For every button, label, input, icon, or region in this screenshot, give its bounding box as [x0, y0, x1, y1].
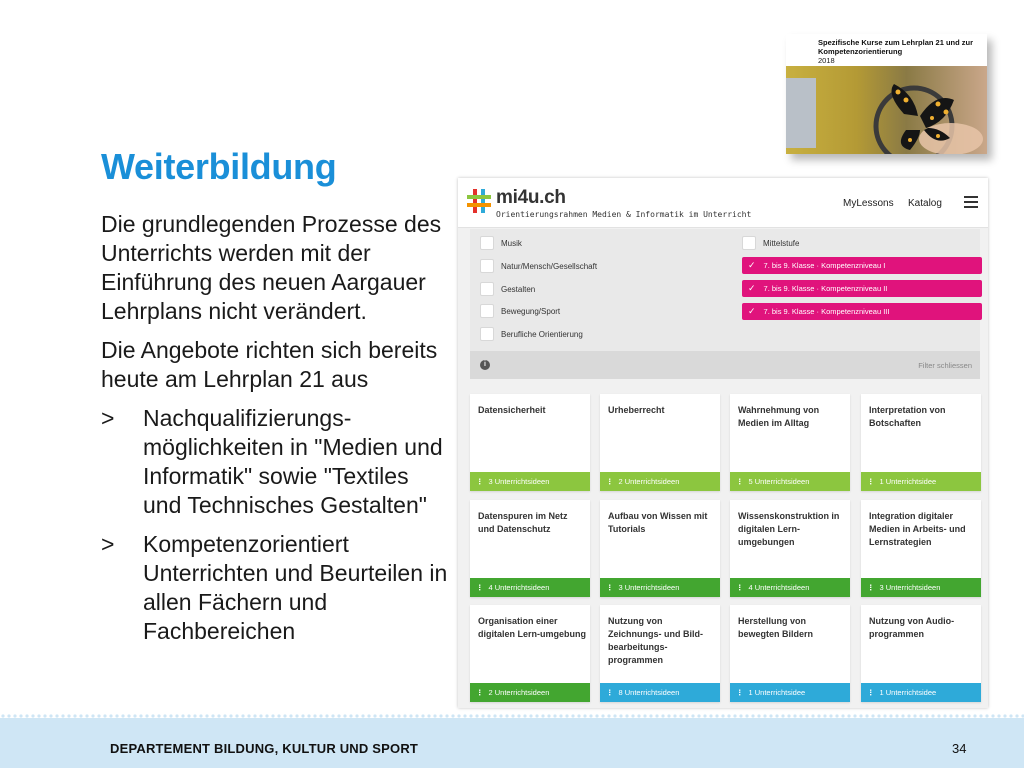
- checkbox-icon[interactable]: [480, 327, 494, 341]
- topic-card-footer[interactable]: [470, 472, 590, 491]
- topic-card-title: Nutzung von Zeichnungs- und Bild-bearbeitungs-programmen: [608, 616, 703, 665]
- topic-card[interactable]: [861, 605, 981, 702]
- topic-card-title: Integration digitaler Medien in Arbeits- und Lernstrategien: [869, 511, 966, 547]
- topic-card-footer[interactable]: [861, 578, 981, 597]
- more-vertical-icon: ⋮: [867, 583, 875, 592]
- topic-card-footer[interactable]: [600, 578, 720, 597]
- topic-card[interactable]: [861, 500, 981, 597]
- topic-card[interactable]: [470, 500, 590, 597]
- topic-card-count: 2 Unterrichtsideen: [618, 477, 680, 486]
- checkbox-icon[interactable]: [480, 259, 494, 273]
- filter-kompetenzniveau-3[interactable]: ✓ 7. bis 9. Klasse · Kompetenzniveau III: [742, 303, 982, 320]
- check-icon: ✓: [748, 260, 756, 270]
- butterfly-magnifier-image: [786, 34, 987, 154]
- more-vertical-icon: ⋮: [736, 688, 744, 697]
- topic-card-count: 3 Unterrichtsideen: [488, 477, 550, 486]
- more-vertical-icon: ⋮: [606, 583, 614, 592]
- filter-kompetenzniveau-1[interactable]: ✓ 7. bis 9. Klasse · Kompetenzniveau I: [742, 257, 982, 274]
- filter-close-link[interactable]: Filter schliessen: [918, 361, 972, 370]
- topic-card-footer[interactable]: [600, 683, 720, 702]
- topic-card-footer[interactable]: [470, 578, 590, 597]
- check-icon: ✓: [748, 283, 756, 293]
- topic-card[interactable]: [600, 605, 720, 702]
- topic-card[interactable]: [600, 500, 720, 597]
- bullet-kompetenzorientiert: [101, 530, 451, 646]
- topic-card-footer[interactable]: [730, 578, 850, 597]
- more-vertical-icon: ⋮: [476, 688, 484, 697]
- topic-card[interactable]: [470, 394, 590, 491]
- page-number: 34: [952, 741, 967, 756]
- more-vertical-icon: ⋮: [606, 688, 614, 697]
- topic-card-title: Interpretation von Botschaften: [869, 405, 946, 428]
- filter-kompetenzniveau-2[interactable]: ✓ 7. bis 9. Klasse · Kompetenzniveau II: [742, 280, 982, 297]
- topic-card-title: Aufbau von Wissen mit Tutorials: [608, 511, 708, 534]
- topic-card-count: 1 Unterrichtsidee: [748, 688, 806, 697]
- filter-berufliche-orientierung[interactable]: Berufliche Orientierung: [480, 325, 583, 343]
- more-vertical-icon: ⋮: [476, 477, 484, 486]
- checkbox-icon[interactable]: [480, 304, 494, 318]
- topic-card-title: Wissenskonstruktion in digitalen Lern-umgebungen: [738, 511, 840, 547]
- bullet-nachqualifizierung: [101, 404, 451, 520]
- bullet-text: Kompetenzorientiert Unterrichten und Beurteilen in allen Fächern und Fachbereichen: [143, 531, 448, 644]
- checkbox-icon[interactable]: [742, 236, 756, 250]
- paragraph-prozesse: Die grundlegenden Prozesse des Unterrichts werden mit der Einführung des neuen Aargauer Lehrplans nicht verändert.: [101, 211, 442, 324]
- bullet-marker: >: [101, 405, 115, 431]
- topic-card-title: Datenspuren im Netz und Datenschutz: [478, 511, 568, 534]
- topic-card-count: 1 Unterrichtsidee: [879, 688, 937, 697]
- topic-card-count: 4 Unterrichtsideen: [488, 583, 550, 592]
- mi4u-subtitle: Orientierungsrahmen Medien & Informatik im Unterricht: [496, 210, 752, 219]
- more-vertical-icon: ⋮: [476, 583, 484, 592]
- topic-card-title: Organisation einer digitalen Lern-umgebung: [478, 616, 586, 639]
- topic-card-title: Wahrnehmung von Medien im Alltag: [738, 405, 820, 428]
- filter-mittelstufe[interactable]: Mittelstufe: [742, 234, 799, 252]
- topic-card-count: 3 Unterrichtsideen: [879, 583, 941, 592]
- nav-katalog[interactable]: Katalog: [908, 198, 942, 209]
- more-vertical-icon: ⋮: [867, 477, 875, 486]
- topic-card[interactable]: [730, 500, 850, 597]
- info-icon[interactable]: i: [480, 360, 490, 370]
- filter-gestalten[interactable]: Gestalten: [480, 280, 535, 298]
- topic-card-footer[interactable]: [600, 472, 720, 491]
- brochure-year: 2018: [818, 56, 835, 65]
- topic-card-title: Datensicherheit: [478, 405, 546, 415]
- topic-card[interactable]: [861, 394, 981, 491]
- filter-musik[interactable]: Musik: [480, 234, 522, 252]
- topic-card[interactable]: [600, 394, 720, 491]
- topic-card-title: Urheberrecht: [608, 405, 665, 415]
- slide-title: Weiterbildung: [101, 146, 337, 187]
- brochure-title: Spezifische Kurse zum Lehrplan 21 und zur Kompetenzorientierung: [818, 38, 974, 56]
- check-icon: ✓: [748, 306, 756, 316]
- topic-card-footer[interactable]: [470, 683, 590, 702]
- topic-card[interactable]: [730, 394, 850, 491]
- more-vertical-icon: ⋮: [867, 688, 875, 697]
- more-vertical-icon: ⋮: [736, 583, 744, 592]
- filter-nmg[interactable]: Natur/Mensch/Gesellschaft: [480, 257, 597, 275]
- more-vertical-icon: ⋮: [736, 477, 744, 486]
- hamburger-menu-icon[interactable]: [964, 196, 978, 208]
- more-vertical-icon: ⋮: [606, 477, 614, 486]
- topic-card-footer[interactable]: [730, 683, 850, 702]
- checkbox-icon[interactable]: [480, 236, 494, 250]
- mi4u-screenshot: [458, 178, 988, 708]
- topic-card-count: 5 Unterrichtsideen: [748, 477, 810, 486]
- bullet-text: Nachqualifizierungs-möglichkeiten in "Medien und Informatik" sowie "Textiles und Technisches Gestalten": [143, 405, 443, 518]
- body-text: [101, 210, 451, 656]
- filter-bar: [470, 351, 980, 379]
- topic-card-footer[interactable]: [861, 683, 981, 702]
- footer-department: DEPARTEMENT BILDUNG, KULTUR UND SPORT: [110, 741, 419, 756]
- mi4u-header: [458, 178, 988, 228]
- paragraph-angebote: Die Angebote richten sich bereits heute am Lehrplan 21 aus: [101, 337, 438, 392]
- filter-bewegung-sport[interactable]: Bewegung/Sport: [480, 302, 560, 320]
- bullet-marker: >: [101, 531, 115, 557]
- topic-card-footer[interactable]: [730, 472, 850, 491]
- mi4u-logo[interactable]: mi4u.ch: [496, 187, 566, 208]
- topic-card-footer[interactable]: [861, 472, 981, 491]
- checkbox-icon[interactable]: [480, 282, 494, 296]
- footer-dotted-edge: [0, 713, 1024, 721]
- topic-card-title: Herstellung von bewegten Bildern: [738, 616, 814, 639]
- topic-card-title: Nutzung von Audio-programmen: [869, 616, 955, 639]
- topic-card-count: 8 Unterrichtsideen: [618, 688, 680, 697]
- topic-card[interactable]: [730, 605, 850, 702]
- topic-card-count: 1 Unterrichtsidee: [879, 477, 937, 486]
- nav-mylessons[interactable]: MyLessons: [843, 198, 894, 209]
- brochure-thumbnail: [786, 34, 987, 154]
- topic-card[interactable]: [470, 605, 590, 702]
- mi4u-logo-icon: [465, 187, 493, 215]
- topic-card-count: 2 Unterrichtsideen: [488, 688, 550, 697]
- topic-card-count: 4 Unterrichtsideen: [748, 583, 810, 592]
- topic-card-count: 3 Unterrichtsideen: [618, 583, 680, 592]
